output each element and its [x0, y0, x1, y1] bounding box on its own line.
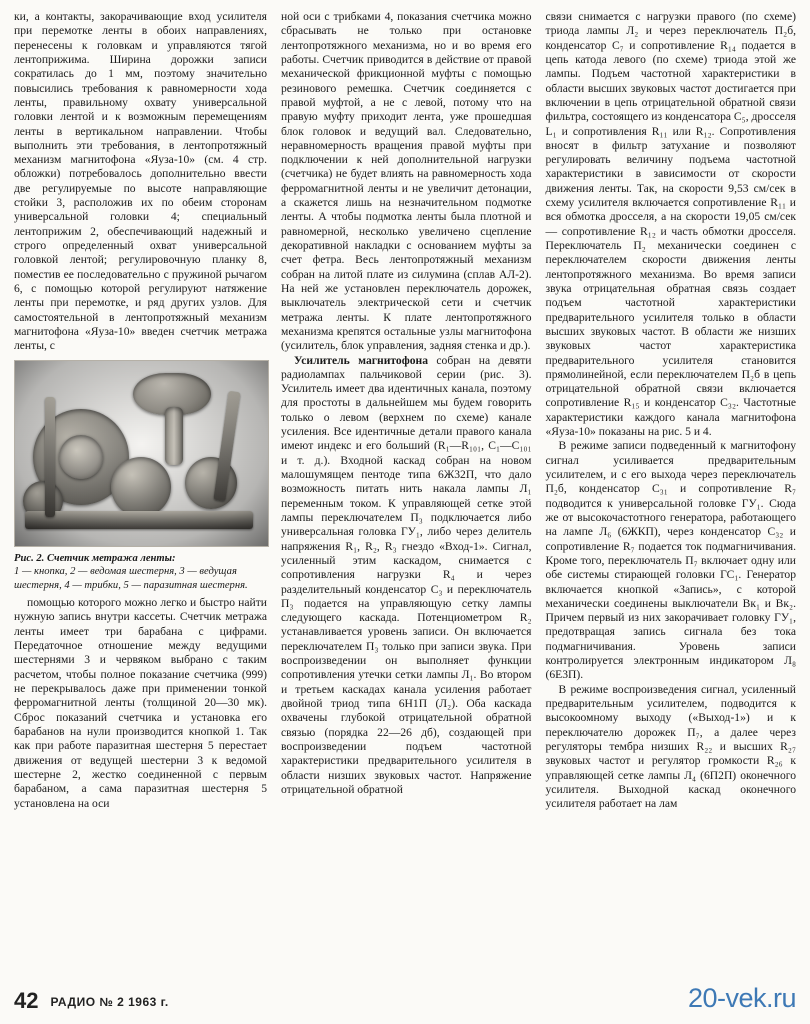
page-footer	[14, 985, 796, 1012]
figure-caption-legend: 1 — кнопка, 2 — ведомая шестерня, 3 — ведущая шестерня, 4 — трибки, 5 — паразитная шестерня.	[14, 566, 248, 591]
paragraph: В режиме записи подведенный к магнитофону сигнал усиливается предварительным усилителем, и с его выхода через переключатель П₂б, конденсатор C₃₁ и сопротивление R₇ подводится к универсальной головке ГУ₁. Сюда же от высокочастотного генератора, работающего на лампе Л₆ (6ЖКП), через конденсатор C₃₂ и сопротивление R₇ подается ток подмагничивания. Кроме того, переключатель П₇ включает одну или обе системы стирающей головки ГС₁. Генератор включается кнопкой «Запись», с которой механически соединены выключатели Вк₁ и Вк₂. Причем первый из них закорачивает головку ГУ₁, предотвращая запись сигнала без тока подмагничивания. Уровень записи контролируется электронным индикатором Л₈ (6Е3П).	[545, 439, 796, 682]
article-columns	[14, 10, 796, 962]
paragraph: ки, а контакты, закорачивающие вход усилителя при перемотке ленты в обоих направлениях, перенесены к головкам и управляются тягой лентоприжима. Ширина дорожки записи сократилась до 1 мм, поэтому значительно повысились требования к равномерности хода ленты, правильному охвату универсальной головки лентой и к возможным перемещениям ленты в вертикальном направлении. Чтобы выполнить эти требования, в лентопротяжный механизм магнитофона «Яуза-10» (см. 4 стр. обложки) потребовалось дополнительно ввести две регулируемые по высоте направляющие стойки 3, расположив их по обеим сторонам универсальной головки 4; специальный лентоприжим 2, обеспечивающий надежный и строго определенный охват универсальной головкой лентой; регулировочную планку 8, поместив ее последовательно с пружиной рычагом 6, с помощью которой регулируют натяжение ленты при перемотке, и ряд других узлов. Для самостоятельной в лентопротяжный механизм магнитофона «Яуза-10» введен счетчик метража ленты, с	[14, 10, 267, 353]
page-number: 42	[14, 988, 39, 1013]
text-column-3	[546, 10, 797, 962]
paragraph: помощью которого можно легко и быстро найти нужную запись внутри кассеты. Счетчик метража ленты имеет три барабана с цифрами. Передаточное отношение между ведущими шестернями 3 и червяком выбрано с таким расчетом, чтобы полное показание счетчика (999) не перекрывалось даже при применении тонкой ферромагнитной ленты (толщиной 20—30 мк). Сброс показаний счетчика и установка его барабанов на нули производится кнопкой 1. Так как при работе паразитная шестерня 5 перестает движения от ведущей шестерни 3 к ведомой шестерне 2, жестко соединенной с первым барабаном, а сама паразитная шестерня 5 установлена на оси	[14, 596, 267, 810]
photo-tape-counter-mechanism	[14, 360, 269, 547]
publication-title: РАДИО № 2 1963 г.	[50, 995, 169, 1009]
paragraph-amplifier: Усилитель магнитофона собран на девяти радиолампах пальчиковой серии (рис. 3). Усилитель имеет два идентичных канала, поэтому для простоты в дальнейшем мы будем говорить только о левом (верхнем по схеме) канале усиления. Все идентичные детали правого канала имеют индекс и его больший (R₁—R₁₀₁, C₁—C₁₀₁ и т. д.). Входной каскад собран на новом малошумящем пентоде типа 6Ж32П, что дало возможность питать нить накала лампы Л₁ переменным током. К управляющей сетке этой лампы переключателем П₃ подключается либо универсальная головка ГУ₁, либо через делитель напряжения R₁, R₂, R₃ гнездо «Вход-1». Сигнал, усиленный этим каскадом, снимается с сопротивления нагрузки R₄ и через разделительный конденсатор C₃ и переключатель П₃ подается на управляющую сетку лампы следующего каскада. Потенциометром R₂ устанавливается уровень записи. Он включается переключателем П₃ только при записи звука. При воспроизведении он выполняет функции сопротивления утечки сетки лампы Л₁. Во втором и третьем каскадах канала усиления работает двойной триод типа 6Н1П (Л₂). Оба каскада охвачены глубокой отрицательной обратной связью (порядка 22—26 дб), создающей при воспроизведении подъем частотной характеристики предварительного усилителя в области низших звуковых частот. Напряжение отрицательной обратной	[281, 353, 532, 796]
paragraph: В режиме воспроизведения сигнал, усиленный предварительным усилителем, подводится к высокоомному выходу («Выход-1») и к переключателю дорожек П₇, а далее через регуляторы тембра низших R₂₂ и высших R₂₇ звуковых частот и регулятор громкости R₂₆ к управляющей сетке лампы Л₄ (6П2П) оконечного усилителя. Выходной каскад оконечного усилителя работает на лам	[545, 682, 796, 811]
photo-vignette	[15, 361, 268, 546]
figure-caption-title: Рис. 2. Счетчик метража ленты:	[14, 552, 176, 564]
figure-caption	[14, 552, 267, 593]
figure-counter-photo	[14, 360, 267, 593]
watermark: 20-vek.ru	[687, 983, 796, 1013]
paragraph: ной оси с трибками 4, показания счетчика можно сбрасывать не только при остановке лентопротяжного механизма, но и во время его работы. Счетчик приводится в действие от правой механической фрикционной муфты с помощью резинового ремешка. Счетчик соединяется с правой муфтой, а не с левой, потому что на правую муфту приходит лента, уже прошедшая блок головок и ведущий вал. Следовательно, неравномерность вращения правой муфты при подключении к ней дополнительной нагрузки (счетчика) не будет влиять на равномерность хода ферромагнитной ленты и не увеличит детонации, а скажется лишь на незначительном подмотке ленты. А чтобы подмотка ленты была плотной и равномерной, несколько увеличено сцепление декоративной накладки с основанием муфты за счет фетра. Весь лентопротяжный механизм собран на литой плате из силумина (сплав АЛ-2). На ней же установлен переключатель дорожек, выключатель электрической сети и счетчик метража ленты. К плате лентопротяжного механизма крепятся остальные узлы магнитофона (усилитель, блок управления, задняя стенка и др.).	[281, 10, 532, 353]
text-column-2	[281, 10, 532, 962]
paragraph: связи снимается с нагрузки правого (по схеме) триода лампы Л₂ и через переключатель П₂б, конденсатор C₇ и сопротивление R₁₄ подается в цепь катода левого (по схеме) триода этой же лампы. Подъем частотной характеристики в области высших звуковых частот достигается при включении в цепь отрицательной обратной связи фильтра, состоящего из конденсатора C₅, дросселя L₁ и сопротивления R₁₁ или R₁₂. Сопротивления вносят в фильтр затухание и позволяют регулировать величину подъема частотной характеристики в зависимости от скорости движения ленты. Так, на скорости 9,53 см/сек в схему усилителя включается сопротивление R₁₁ и вся обмотка дросселя, а на скорости 19,05 см/сек — сопротивление R₁₂ и часть обмотки дросселя. Переключатель П₂ механически соединен с переключателем скорости движения ленты лентопротяжного механизма. Во время записи звука отрицательная обратная связь создает подъем частотной характеристики предварительного усилителя только в области высших звуковых частот. В области же низших звуковых частот характеристика предварительного усилителя становится прямолинейной, если переключателем П₂б в цепь отрицательной обратной связи включается сопротивление R₁₅ и конденсатор C₃₂. Частотные характеристики каждого канала магнитофона «Яуза-10» показаны на рис. 5 и 4.	[545, 10, 796, 439]
text-column-1	[14, 10, 267, 962]
